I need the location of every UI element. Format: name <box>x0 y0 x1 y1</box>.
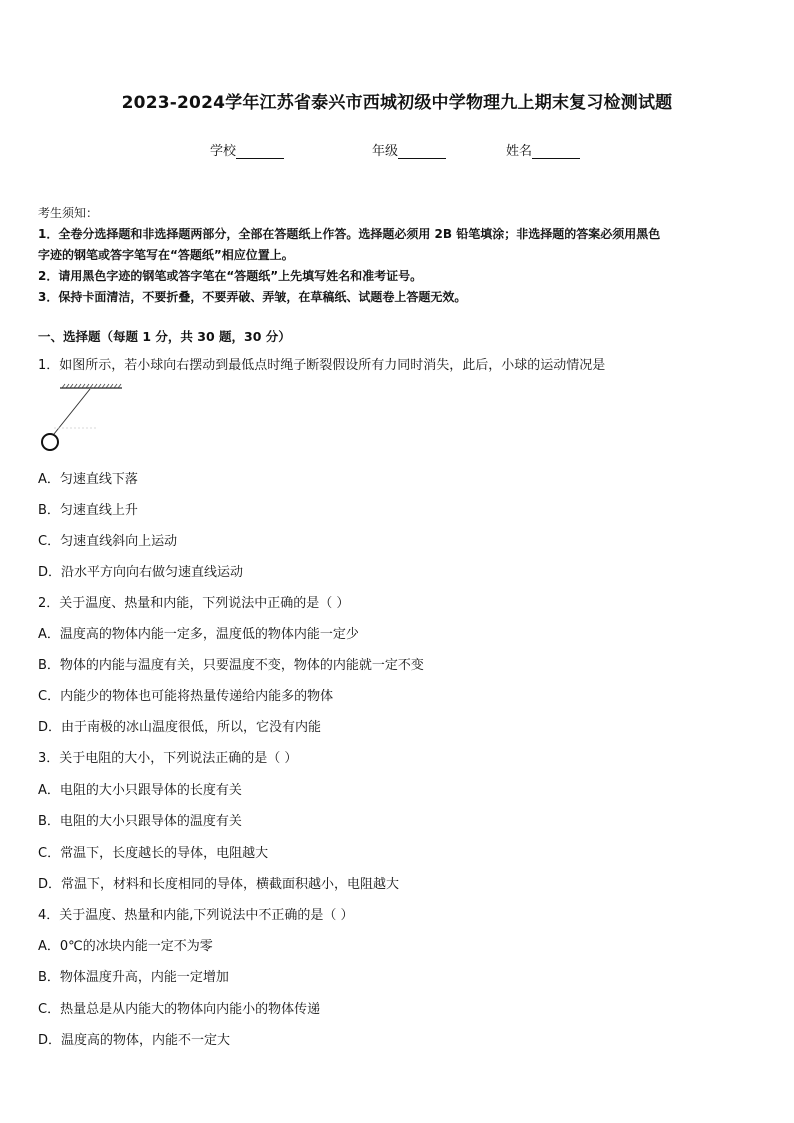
grade-blank <box>398 144 446 159</box>
notice-line: 3．保持卡面清洁，不要折叠，不要弄破、弄皱，在草稿纸、试题卷上答题无效。 <box>38 290 467 304</box>
option-4c: C．热量总是从内能大的物体向内能小的物体传递 <box>38 1002 321 1017</box>
question-2-stem: 2．关于温度、热量和内能，下列说法中正确的是（ ） <box>38 596 350 611</box>
name-blank <box>532 144 580 159</box>
pendulum-diagram <box>38 380 138 460</box>
option-2a: A．温度高的物体内能一定多，温度低的物体内能一定少 <box>38 627 359 642</box>
option-3b: B．电阻的大小只跟导体的温度有关 <box>38 814 242 829</box>
option-4b: B．物体温度升高，内能一定增加 <box>38 970 229 985</box>
name-field <box>506 140 580 159</box>
option-1d: D．沿水平方向向右做匀速直线运动 <box>38 565 244 580</box>
school-blank <box>236 144 284 159</box>
notice-heading: 考生须知： <box>38 206 99 220</box>
option-4d: D．温度高的物体，内能不一定大 <box>38 1033 231 1048</box>
option-1a: A．匀速直线下落 <box>38 472 138 487</box>
school-field <box>210 140 284 159</box>
notice-line: 2．请用黑色字迹的钢笔或答字笔在“答题纸”上先填写姓名和准考证号。 <box>38 269 423 283</box>
name-label: 姓名 <box>506 144 533 159</box>
school-label: 学校 <box>210 144 237 159</box>
grade-label: 年级 <box>372 144 399 159</box>
option-2b: B．物体的内能与温度有关，只要温度不变，物体的内能就一定不变 <box>38 658 424 673</box>
notice-line: 字迹的钢笔或答字笔写在“答题纸”相应位置上。 <box>38 248 294 262</box>
option-2d: D．由于南极的冰山温度很低，所以，它没有内能 <box>38 720 322 735</box>
option-3c: C．常温下，长度越长的导体，电阻越大 <box>38 846 269 861</box>
question-4-stem: 4．关于温度、热量和内能,下列说法中不正确的是（ ） <box>38 908 354 923</box>
question-3-stem: 3．关于电阻的大小，下列说法正确的是（ ） <box>38 751 298 766</box>
question-1-stem: 1．如图所示，若小球向右摆动到最低点时绳子断裂假设所有力同时消失，此后，小球的运动情况是 <box>38 358 606 373</box>
option-3d: D．常温下，材料和长度相同的导体，横截面积越小，电阻越大 <box>38 877 400 892</box>
section-title: 一、选择题（每题 1 分，共 30 题，30 分） <box>38 329 291 344</box>
option-3a: A．电阻的大小只跟导体的长度有关 <box>38 783 242 798</box>
notice-line: 1．全卷分选择题和非选择题两部分，全部在答题纸上作答。选择题必须用 2B 铅笔填涂；非选择题的答案必须用黑色 <box>38 227 661 241</box>
exam-title: 2023-2024学年江苏省泰兴市西城初级中学物理九上期末复习检测试题 <box>121 93 673 113</box>
exam-notice <box>38 203 758 308</box>
pendulum-figure <box>38 380 138 464</box>
option-1b: B．匀速直线上升 <box>38 503 138 518</box>
grade-field <box>372 140 446 159</box>
option-1c: C．匀速直线斜向上运动 <box>38 534 178 549</box>
option-4a: A．0℃的冰块内能一定不为零 <box>38 939 213 954</box>
option-2c: C．内能少的物体也可能将热量传递给内能多的物体 <box>38 689 334 704</box>
